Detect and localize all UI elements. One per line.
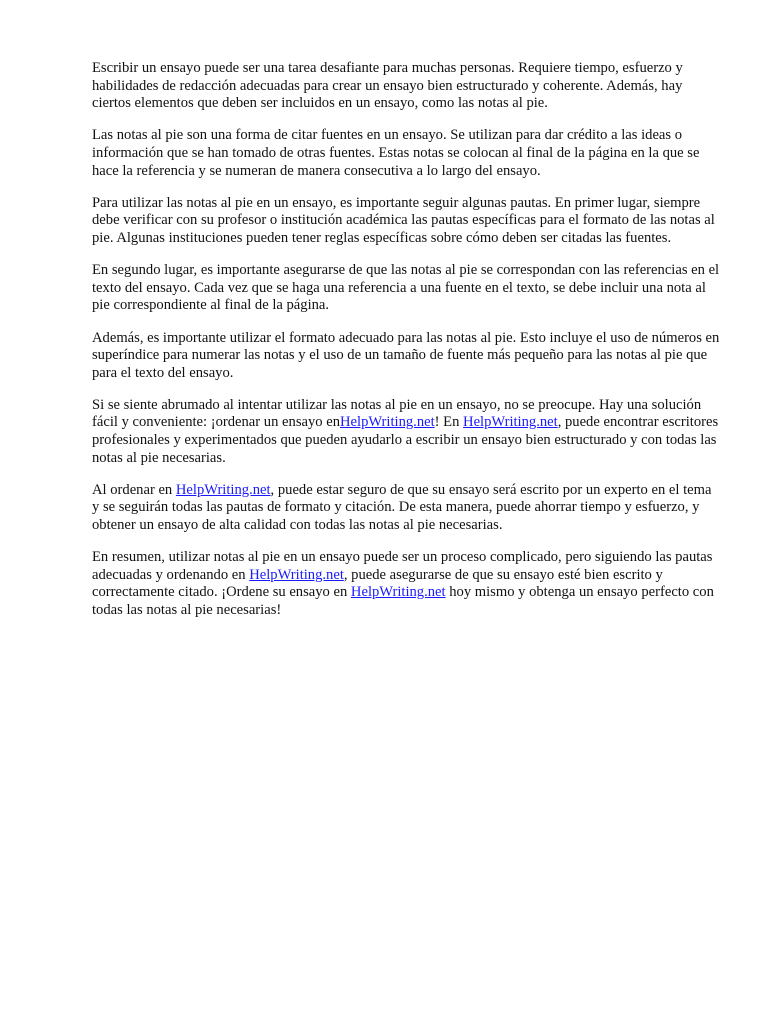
paragraph-7 bbox=[92, 482, 722, 535]
paragraph-text: En segundo lugar, es importante asegurarse de que las notas al pie se correspondan con las referencias en el texto del ensayo. Cada vez que se haga una referencia a una fuente en el texto, se debe incluir una nota al pie correspondiente al final de la página. bbox=[92, 262, 720, 314]
paragraph-1 bbox=[92, 60, 722, 113]
paragraph-text: ! En bbox=[434, 414, 464, 431]
helpwriting-link[interactable]: HelpWriting.net bbox=[249, 566, 344, 583]
paragraph-text: Las notas al pie son una forma de citar fuentes en un ensayo. Se utilizan para dar crédito a las ideas o información que se han tomado de otras fuentes. Estas notas se colocan al final de la página en la que se hace la referencia y se numeran de manera consecutiva a lo largo del ensayo. bbox=[92, 127, 700, 179]
document-page bbox=[92, 60, 722, 634]
helpwriting-link[interactable]: HelpWriting.net bbox=[340, 414, 435, 431]
paragraph-5 bbox=[92, 330, 722, 383]
paragraph-3 bbox=[92, 195, 722, 248]
helpwriting-link[interactable]: HelpWriting.net bbox=[463, 414, 558, 431]
paragraph-6 bbox=[92, 397, 722, 467]
paragraph-text: Al ordenar en bbox=[92, 481, 176, 498]
paragraph-2 bbox=[92, 127, 722, 180]
paragraph-text: hoy mismo y obtenga un ensayo perfecto con todas las notas al pie necesarias! bbox=[92, 584, 714, 618]
helpwriting-link[interactable]: HelpWriting.net bbox=[350, 584, 446, 601]
paragraph-text: Escribir un ensayo puede ser una tarea desafiante para muchas personas. Requiere tiempo, esfuerzo y habilidades de redacción adecuadas para crear un ensayo bien estructurado y coherente. Además, hay ciertos elementos que deben ser incluidos en un ensayo, como las notas al pie. bbox=[92, 60, 683, 112]
paragraph-text: , puede estar seguro de que su ensayo será escrito por un experto en el tema y se seguirán todas las pautas de formato y citación. De esta manera, puede ahorrar tiempo y esfuerzo, y obtener un ensayo de alta calidad con todas las notas al pie necesarias. bbox=[92, 481, 712, 534]
paragraph-4 bbox=[92, 262, 722, 315]
paragraph-text: En resumen, utilizar notas al pie en un ensayo puede ser un proceso complicado, pero siguiendo las pautas adecuadas y ordenando en bbox=[92, 549, 713, 583]
paragraph-text: , puede asegurarse de que su ensayo esté bien escrito y correctamente citado. ¡Ordene su ensayo en bbox=[92, 566, 663, 601]
paragraph-text: Si se siente abrumado al intentar utilizar las notas al pie en un ensayo, no se preocupe. Hay una solución fácil y conveniente: ¡ordenar un ensayo en bbox=[92, 396, 702, 431]
paragraph-8 bbox=[92, 549, 722, 619]
paragraph-text: , puede encontrar escritores profesionales y experimentados que pueden ayudarlo a escribir un ensayo bien estructurado y con todas las notas al pie necesarias. bbox=[92, 414, 719, 466]
helpwriting-link[interactable]: HelpWriting.net bbox=[175, 481, 271, 498]
paragraph-text: Además, es importante utilizar el formato adecuado para las notas al pie. Esto incluye el uso de números en superíndice para numerar las notas y el uso de un tamaño de fuente más pequeño para las notas al pie que para el texto del ensayo. bbox=[92, 329, 720, 381]
paragraph-text: Para utilizar las notas al pie en un ensayo, es importante seguir algunas pautas. En primer lugar, siempre debe verificar con su profesor o institución académica las pautas específicas para el formato de las notas al pie. Algunas instituciones pueden tener reglas específicas sobre cómo deben ser citadas las fuentes. bbox=[92, 194, 715, 246]
